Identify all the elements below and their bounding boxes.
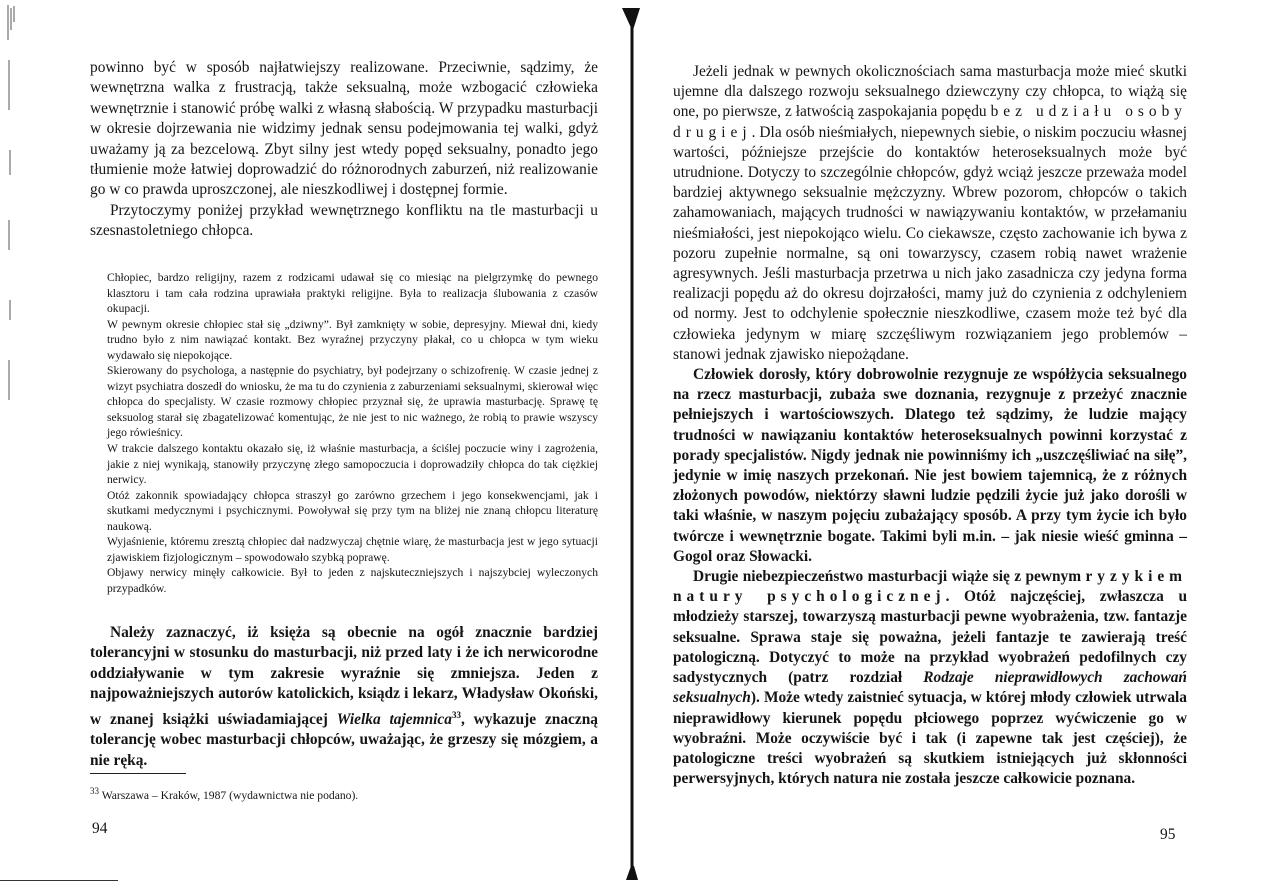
para3-text-before: Należy zaznaczyć, iż księża są obecnie na ogół znacznie bardziej tolerancyjni w stosunku do masturbacji, niż przed laty i że ich nerwicorodne oddziaływanie w tym zakresie wyraźnie się zmniejsza. Jeden z najpoważniejszych autorów katolickich, ksiądz i lekarz, Władysław Okoński, w znanej książki uświadamiającej — [90, 624, 598, 728]
right-paragraph-2: Człowiek dorosły, który dobrowolnie rezygnuje ze współżycia seksualnego na rzecz masturbacji, zubaża swe doznania, rezygnuje z przeżyć znacznie pełniejszych i wartościowszych. Dlatego też sądzimy, że ludzie mający trudności w nawiązaniu kontaktów heteroseksualnych powinni korzystać z porady specjalistów. Nigdy jednak nie powinniśmy ich „uszczęśliwiać na siłę”, jedynie w imię naszych przekonań. Nie jest bowiem tajemnicą, że z różnych złożonych powodów, niektórzy sławni ludzie pędzili życie już jako dorośli w taki właśnie, w naszym pojęciu zubażający sposób. A przy tym życie ich było twórcze i wewnętrznie bogate. Takimi byli m.in. – jak niesie wieść gminna – Gogol oraz Słowacki. — [673, 366, 1187, 565]
bottom-scan-line — [0, 880, 118, 881]
footnote-text: Warszawa – Kraków, 1987 (wydawnictwa nie podano). — [99, 788, 359, 802]
quote-paragraph: W trakcie dalszego kontaktu okazało się, iż właśnie masturbacja, a ściślej poczucie winy i zagrożenia, jakie z niej wynikają, stanowiły przyczynę złego samopoczucia i doprowadziły chłopca do tak ciężkiej nerwicy. — [107, 442, 598, 487]
right-paragraph-3 — [673, 567, 1187, 789]
r-para3-a: Drugie niebezpieczeństwo masturbacji wiąże się z pewnym — [693, 568, 1086, 586]
chapter-reference: Rodzaje nieprawidłowych zachowań seksualnych — [673, 669, 1187, 707]
case-study-quote — [107, 270, 598, 596]
spaced-emphasis-2: ryzykiem natury psychologicznej — [673, 568, 1187, 606]
footnote-ref: 33 — [451, 709, 461, 720]
footnote-divider — [90, 773, 186, 774]
right-paragraph-1 — [673, 62, 1187, 365]
left-body-top — [90, 58, 598, 242]
spaced-emphasis-1: bez udziału osoby drugiej — [673, 103, 1187, 141]
left-page — [0, 0, 620, 894]
quote-paragraph: Chłopiec, bardzo religijny, razem z rodzicami udawał się co miesiąc na pielgrzymkę do pewnego klasztoru i tam cała rodzina uprawiała praktyki religijne. Była to realizacja ślubowania z czasów okupacji. — [107, 271, 598, 316]
para3-text-after: , wykazuje znaczną tolerancję wobec masturbacji chłopców, uważając, że grzeszy się mózgiem, a nie ręką. — [90, 710, 598, 769]
page-number-left: 94 — [92, 820, 108, 837]
r-para3-c: ). Może wtedy zaistnieć sytuacja, w której młody człowiek utrwala nieprawidłowy kierunek popędu płciowego poprzez wyćwiczenie go w wyobraźni. Może oczywiście być i tak (i zapewne tak jest częściej), że patologiczne treści wyobrażeń są skutkiem istniejących już skłonności perwersyjnych, których natura nie została jeszcze całkowicie poznana. — [673, 689, 1187, 788]
right-body — [673, 62, 1187, 789]
left-paragraph-1: powinno być w sposób najłatwiejszy realizowane. Przeciwnie, sądzimy, że wewnętrzna walka z frustracją, także seksualną, może wzbogacić człowieka wewnętrznie i stanowić próbę walki z własną słabością. W przypadku masturbacji w okresie dojrzewania nie widzimy jednak sensu podejmowania tej walki, gdyż uważamy ją za bezcelową. Zbyt silny jest wtedy popęd seksualny, ponadto jego tłumienie może łatwiej doprowadzić do różnorodnych zaburzeń, niż realizowanie go w co prawda uproszczonej, ale nieszkodliwej i dostępnej formie. — [90, 59, 598, 199]
quote-paragraph: Objawy nerwicy minęły całkowicie. Był to jeden z najskuteczniejszych i najszybciej wyleczonych przypadków. — [107, 566, 598, 595]
left-paragraph-3 — [90, 623, 598, 771]
left-paragraph-2: Przytoczymy poniżej przykład wewnętrznego konfliktu na tle masturbacji u szesnastoletniego chłopca. — [90, 201, 598, 240]
r-para1-a: Jeżeli jednak w pewnych okolicznościach sama masturbacja może mieć skutki ujemne dla dalszego rozwoju seksualnego dziewczyny czy chłopca, to wiążą się one, po pierwsze, z łatwością zaspokajania popędu — [673, 63, 1187, 121]
quote-paragraph: Wyjaśnienie, któremu zresztą chłopiec dał nadzwyczaj chętnie wiarę, że masturbacja jest w jego sytuacji zjawiskiem fizjologicznym – spowodowało szybką poprawę. — [107, 535, 598, 564]
quote-paragraph: Otóż zakonnik spowiadający chłopca straszył go zarówno grzechem i jego konsekwencjami, jak i skutkami medycznymi i psychicznymi. Powoływał się przy tym na bliżej nie znaną chłopcu literaturę naukową. — [107, 488, 598, 533]
quote-paragraph: Skierowany do psychologa, a następnie do psychiatry, był podejrzany o schizofrenię. W czasie jednej z wizyt psychiatra doszedł do wniosku, że ma tu do czynienia z zaburzeniami seksualnymi, skierował więc chłopca do specjalisty. W czasie rozmowy chłopiec przyznał się, że uprawia masturbację. Sprawę tę seksuolog starał się zbagatelizować komentując, że nie jest to nic ważnego, że robią to prawie wszyscy jego rówieśnicy. — [107, 364, 598, 440]
footnote — [90, 784, 358, 803]
scan-edge-marks — [6, 0, 18, 420]
footnote-number: 33 — [90, 786, 99, 796]
book-title: Wielka tajemnica — [336, 710, 452, 728]
quote-paragraph: W pewnym okresie chłopiec stał się „dziwny”. Był zamknięty w sobie, depresyjny. Miewał dni, kiedy trudno było z nim nawiązać kontakt. Bez wyraźnej przyczyny płakał, co u chłopca w tym wieku wydawało się niepokojące. — [107, 317, 598, 362]
book-spine — [622, 0, 640, 894]
left-body-bottom — [90, 623, 598, 771]
r-para1-b: . Dla osób nieśmiałych, niepewnych siebie, o niskim poczuciu własnej wartości, późniejsze przejście do kontaktów heteroseksualnych może być utrudnione. Dotyczy to szczególnie chłopców, gdyż wciąż jeszcze przeważa model bardziej aktywnego seksualnie mężczyzny. Wbrew pozorom, chłopców o takich zahamowaniach, mających trudności w nawiązywaniu kontaktów, w przełamaniu nieśmiałości, jest niepokojąco wielu. Co ciekawsze, często zachowanie ich bywa z pozoru zupełnie normalne, są oni towarzyscy, czasem robią nawet wrażenie agresywnych. Jeśli masturbacja przetrwa u nich jako zasadnicza czy jedyna forma realizacji popędu aż do okresu dojrzałości, mamy już do czynienia z odchyleniem od normy. Jest to odchylenie społecznie nieszkodliwe, czasem może też być dla człowieka jedynym w miarę szczęśliwym rozwiązaniem jego problemów – stanowi jednak zjawisko niepożądane. — [673, 123, 1187, 363]
page-number-right: 95 — [1160, 826, 1176, 843]
r-para3-b: . Otóż najczęściej, zwłaszcza u młodzieży starszej, towarzyszą masturbacji pewne wyobrażenia, tzw. fantazje seksualne. Sprawa staje się poważna, jeżeli fantazje te zawierają treść patologiczną. Dotyczyć to może na przykład wyobrażeń pedofilnych czy sadystycznych (patrz rozdział — [673, 588, 1188, 687]
right-page — [640, 0, 1262, 894]
